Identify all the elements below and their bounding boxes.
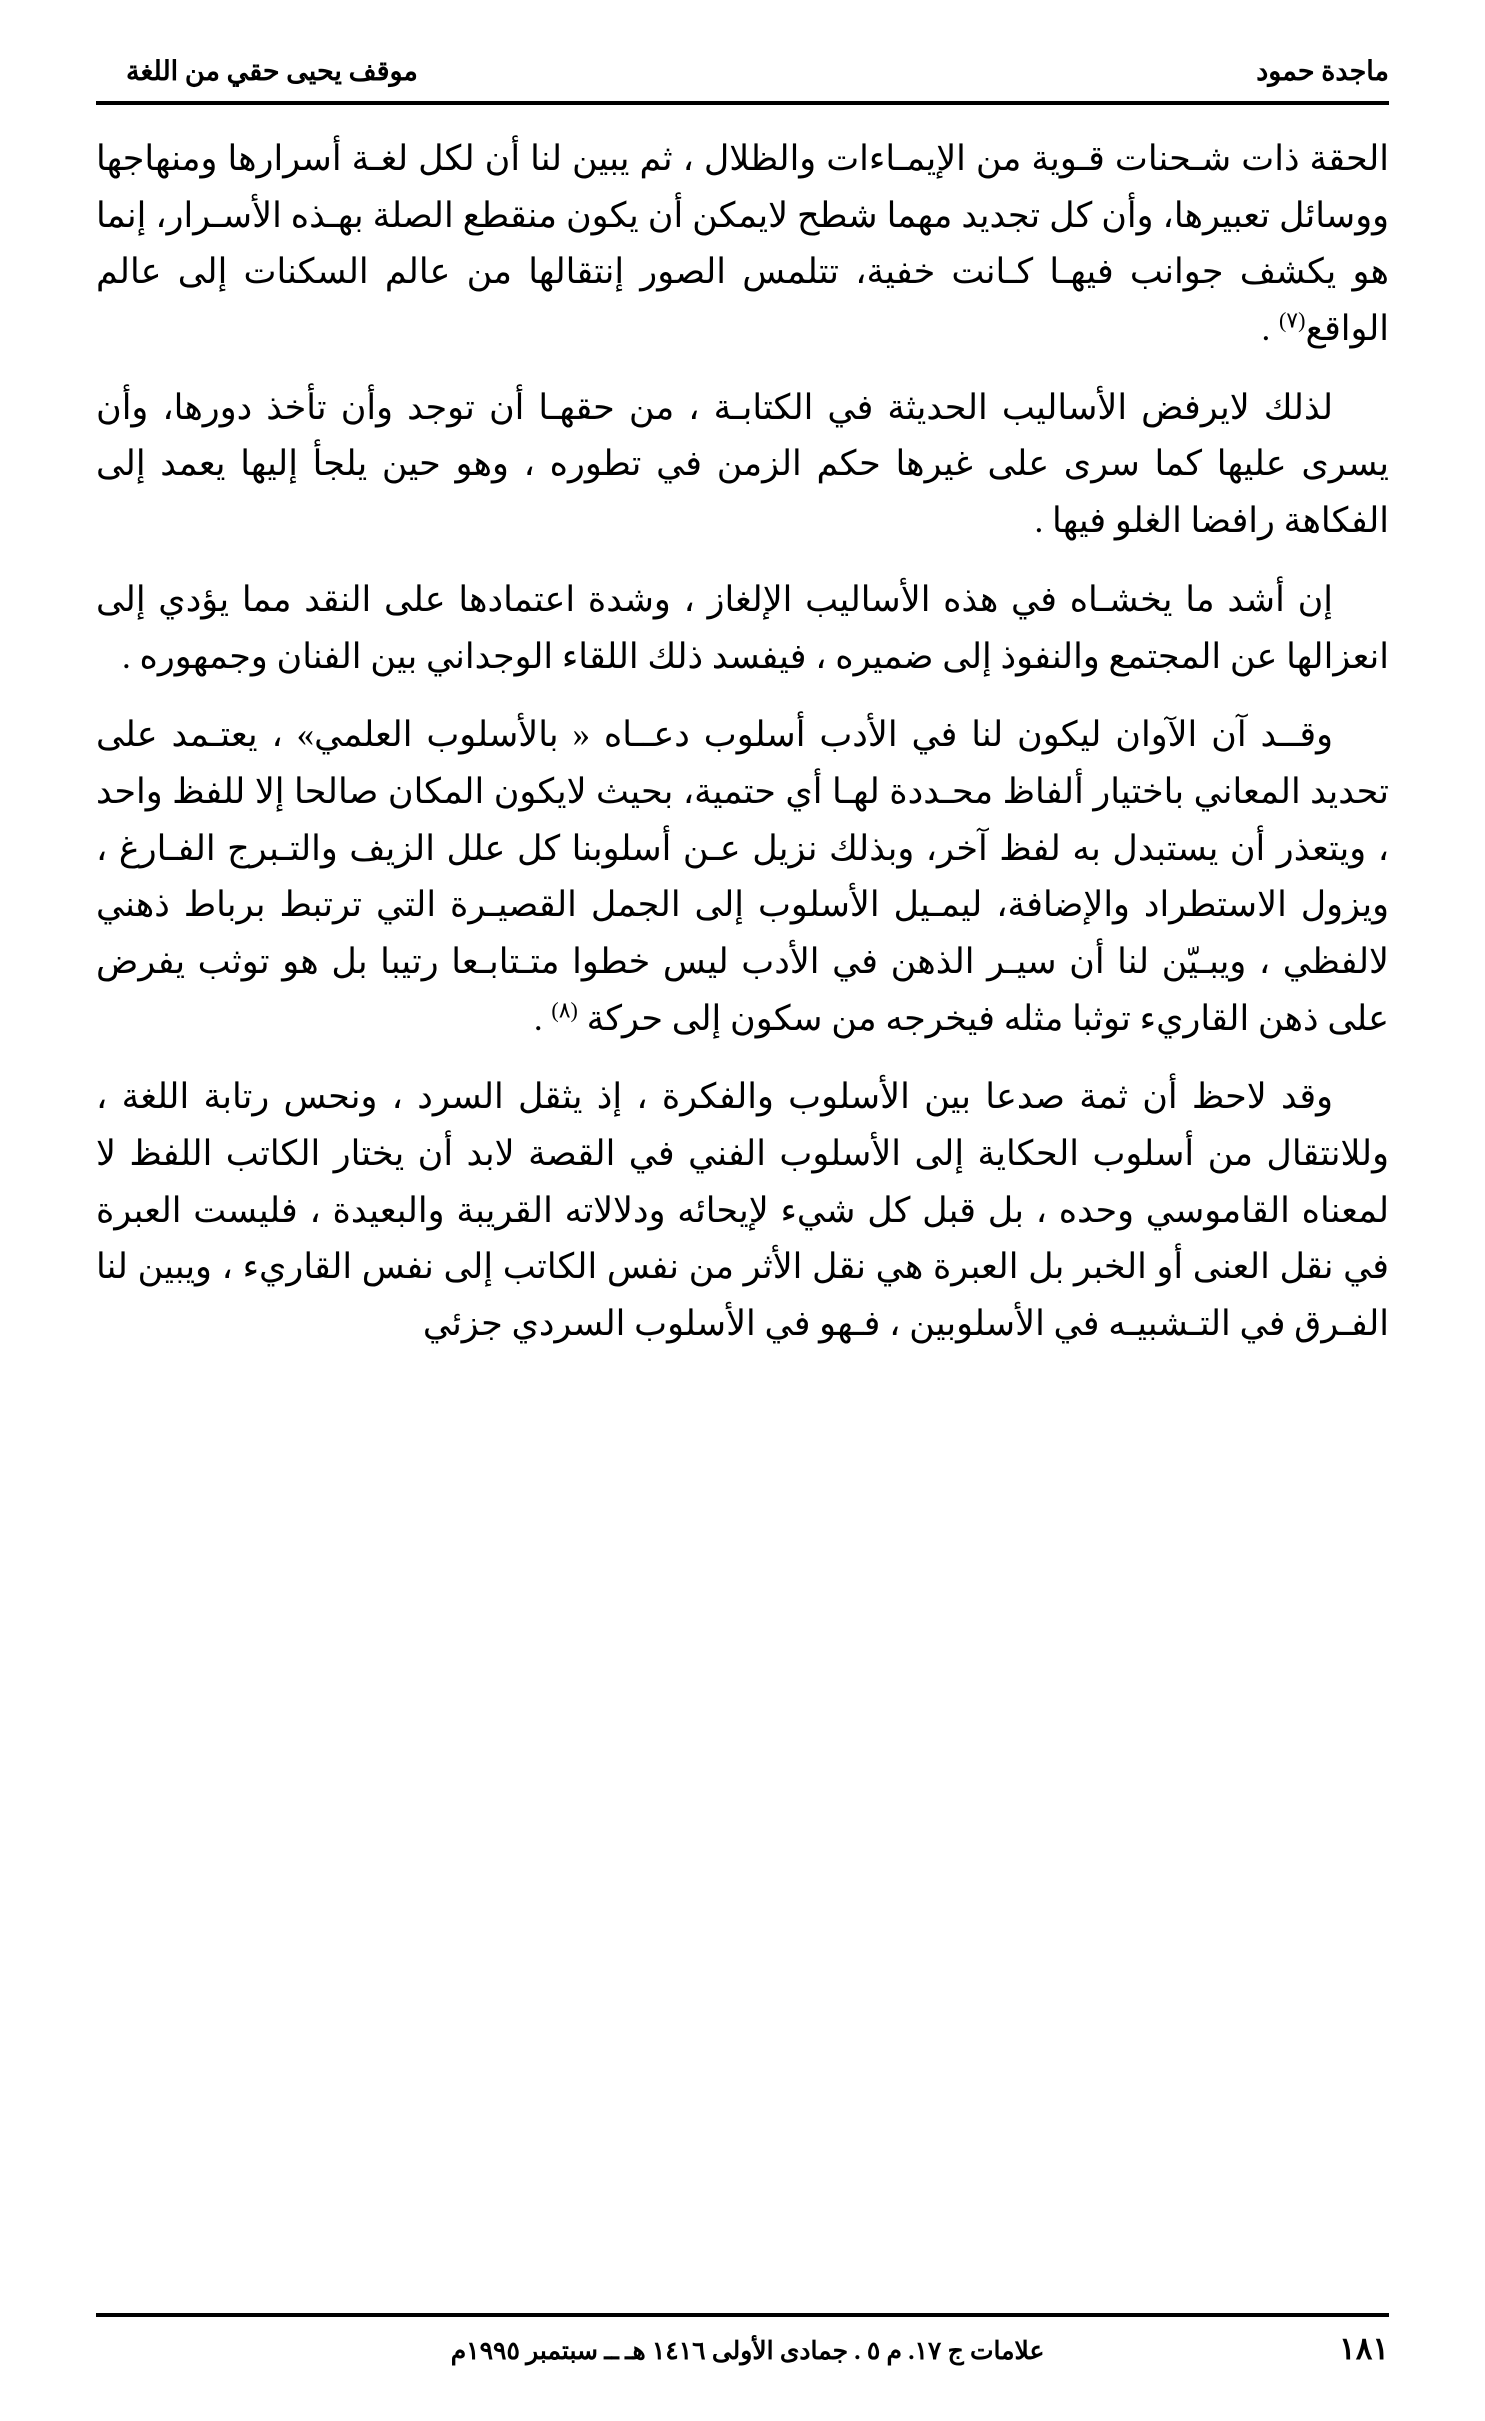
paragraph-4 [96,707,1389,1047]
footnote-marker-8: (٨) [551,996,578,1022]
footnote-marker-7: (٧) [1278,307,1306,333]
paragraph-1: الحقة ذات شـحنات قـوية من الإيمـاءات والظلال ، ثم يبين لنا أن لكل لغـة أسرارها ومنهاجها ووسائل تعبيرها، وأن كل تجديد مهما شطح لايمكن أن يكون منقطع الصلة بهـذه الأسـرار، إنما هو يكشف جوانب فيهـا كـانت خفية، تتلمس الصور إنتقالها من عالم السكنات إلى عالم الواقع$^{(٧)}$ . [96,139,1389,349]
footer-divider [96,2313,1389,2317]
page-footer [96,2313,1389,2367]
paragraph-4-tail: . [533,998,543,1038]
running-head [96,56,1389,99]
paragraph-4-text: وقــد آن الآوان ليكون لنا في الأدب أسلوب دعــاه « بالأسلوب العلمي» ، يعتـمد على تحديد المعاني باختيار ألفاظ محـددة لهـا أي حتمية، بحيث لايكون المكان صالحا إلا للفظ واحد ، ويتعذر أن يستبدل به لفظ آخر، وبذلك نزيل عـن أسلوبنا كل علل الزيف والتـبرج الفـارغ ، ويزول الاستطراد والإضافة، ليمـيل الأسلوب إلى الجمل القصيـرة التي ترتبط برباط ذهني لالفظي ، ويبـيّن لنا أن سيـر الذهن في الأدب ليس خطوا متـتابـعا رتيبا بل هو توثب يفرض على ذهن القاريء توثبا مثله فيخرجه من سكون إلى حركة [96,715,1389,1038]
issue-info: علامات ج ١٧. م ٥ . جمادى الأولى ١٤١٦ هـ ــ سبتمبر ١٩٩٥م [450,2338,1045,2365]
running-head-title: موقف يحيى حقي من اللغة [126,56,418,86]
paragraph-1-text: الحقة ذات شـحنات قـوية من الإيمـاءات والظلال ، ثم يبين لنا أن لكل لغـة أسرارها ومنهاجها ووسائل تعبيرها، وأن كل تجديد مهما شطح لايمكن أن يكون منقطع الصلة بهـذه الأسـرار، إنما هو يكشف جوانب فيهـا كـانت خفية، تتلمس الصور إنتقالها من عالم السكنات إلى عالم الواقع [96,139,1389,349]
paragraph-3: إن أشد ما يخشـاه في هذه الأساليب الإلغاز ، وشدة اعتمادها على النقد مما يؤدي إلى انعزالها عن المجتمع والنفوذ إلى ضميره ، فيفسد ذلك اللقاء الوجداني بين الفنان وجمهوره . [96,579,1389,676]
paragraph-2: لذلك لايرفض الأساليب الحديثة في الكتابـة ، من حقهـا أن توجد وأن تأخذ دورها، وأن يسرى عليها كما سرى على غيرها حكم الزمن في تطوره ، وهو حين يلجأ إليها يعمد إلى الفكاهة رافضا الغلو فيها . [96,387,1389,541]
page-number: ١٨١ [1339,2331,1389,2366]
body-text [96,131,1389,1353]
footer-row [96,2331,1389,2367]
header-divider [96,101,1389,105]
page-content [96,56,1389,1375]
running-head-author: ماجدة حمود [1256,56,1389,86]
paragraph-5: وقد لاحظ أن ثمة صدعا بين الأسلوب والفكرة ، إذ يثقل السرد ، ونحس رتابة اللغة ، وللانتقال من أسلوب الحكاية إلى الأسلوب الفني في القصة لابد أن يختار الكاتب اللفظ لا لمعناه القاموسي وحده ، بل قبل كل شيء لإيحائه ودلالاته القريبة والبعيدة ، فليست العبرة في نقل العنى أو الخبر بل العبرة هي نقل الأثر من نفس الكاتب إلى نفس القاريء ، ويبين لنا الفـرق في التـشبيـه في الأسلوبين ، فـهو في الأسلوب السردي جزئي [96,1077,1389,1344]
